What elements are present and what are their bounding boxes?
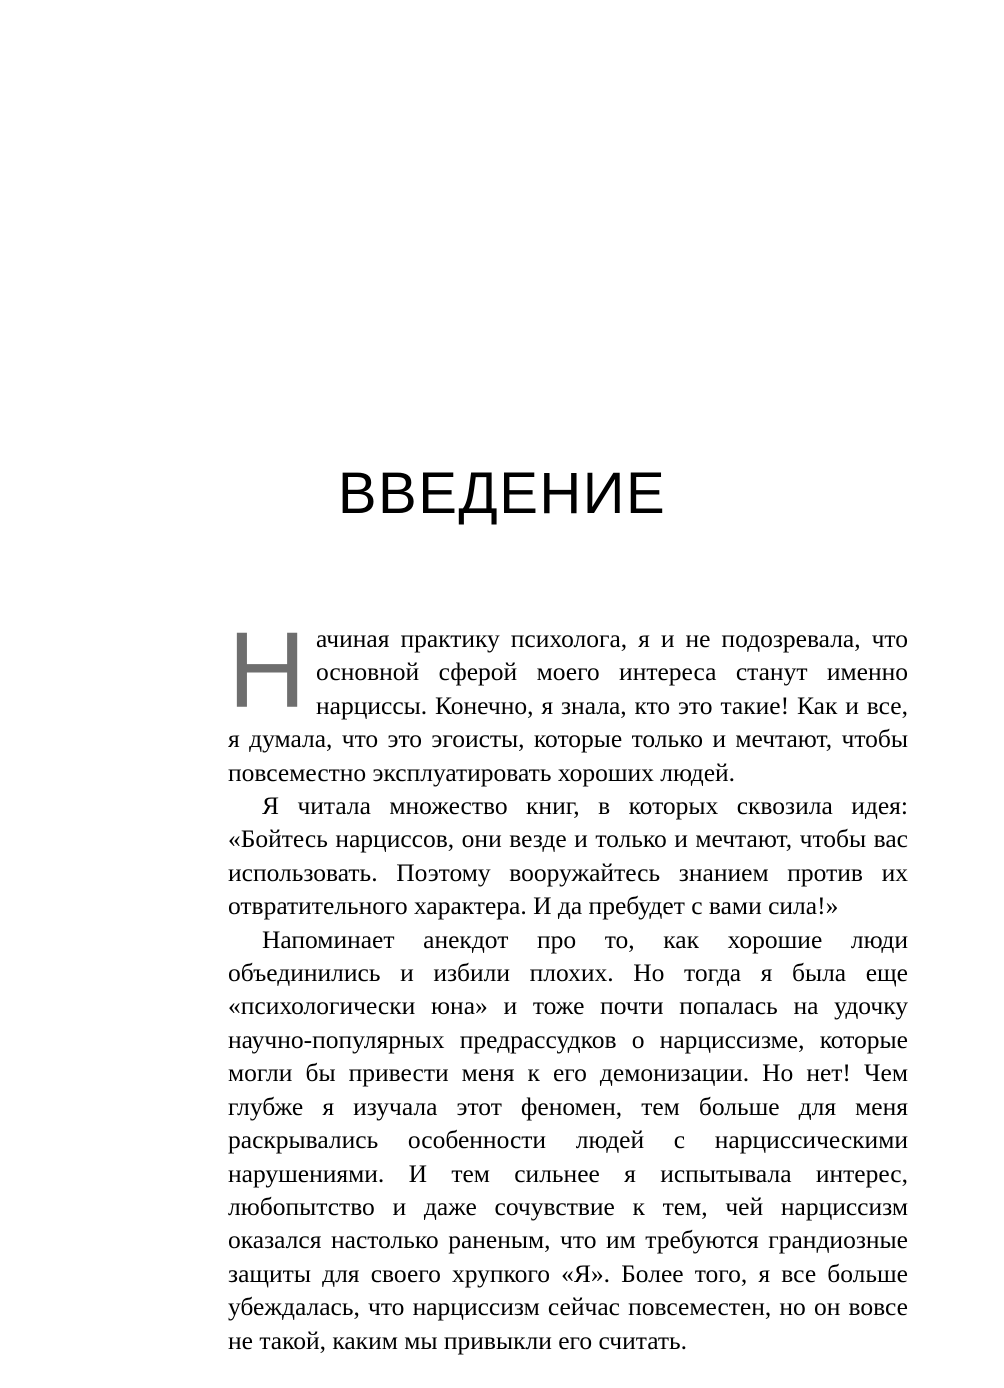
paragraph-3: Напоминает анекдот про то, как хорошие люди объединились и избили плохих. Но тогда я была еще «психологически юна» и тоже почти попалась на удочку научно-популярных предрассудков о нарциссизме, которые могли бы привести меня к его демонизации. Но нет! Чем глубже я изучала этот феномен, тем больше для меня раскрывались особенности людей с нарциссическими нарушениями. И тем сильнее я испытывала интерес, любопытство и даже сочувствие к тем, чей нарциссизм оказался настолько раненым, что им требуются грандиозные защиты для своего хрупкого «Я». Более того, я все больше убеждалась, что нарциссизм сейчас повсеместен, но он вовсе не такой, каким мы привыкли его считать.	[228, 924, 908, 1355]
paragraph-1-text: ачиная практику психолога, я и не подозревала, что основной сферой моего интереса станут именно нарциссы. Конечно, я знала, кто это такие! Как и все, я думала, что это эгоисты, которые только и мечтают, чтобы повсеместно эксплуатировать хороших людей.	[228, 624, 908, 787]
body-text-block	[228, 609, 908, 1357]
drop-cap-letter: Н	[228, 609, 306, 730]
paragraph-2: Я читала множество книг, в которых сквозила идея: «Бойтесь нарциссов, они везде и только и мечтают, чтобы вас использовать. Поэтому вооружайтесь знанием против их отвратительного характера. И да пребудет с вами сила!»	[228, 791, 908, 921]
paragraph-1	[228, 609, 908, 789]
chapter-title: ВВЕДЕНИЕ	[337, 460, 667, 526]
